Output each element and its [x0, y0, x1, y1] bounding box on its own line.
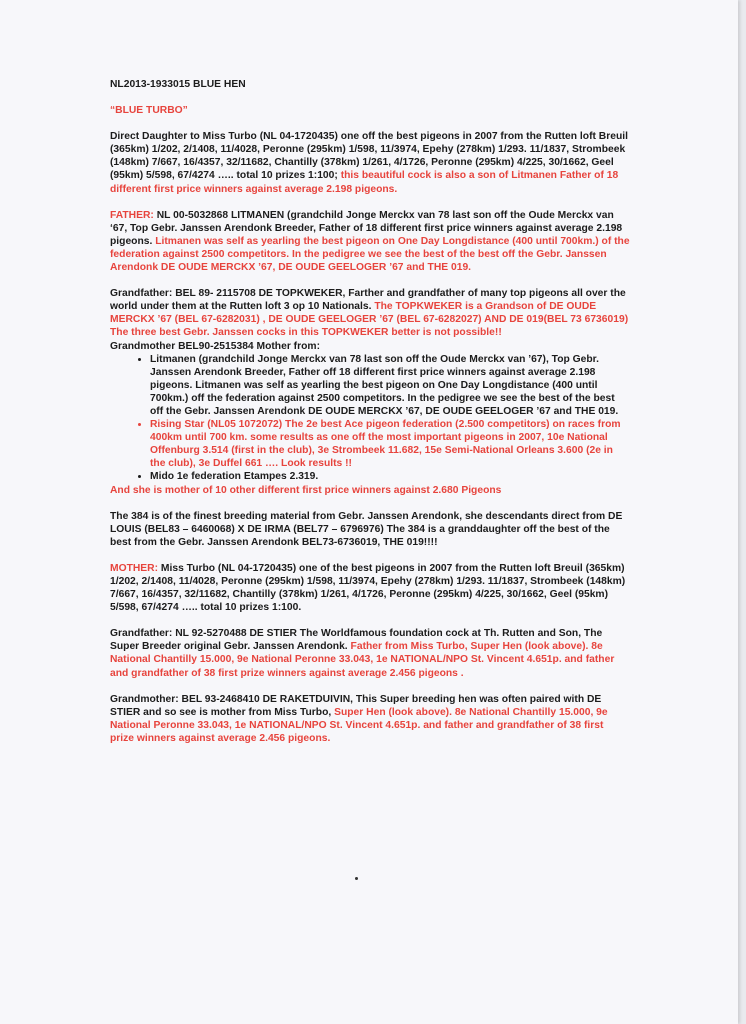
- intro-paragraph: [110, 130, 630, 195]
- mother-label: MOTHER:: [110, 562, 159, 574]
- intro-highlight: this beautiful cock is also a son of Litmanen Father of 18 different first price winners against average 2.198 pigeons.: [110, 170, 619, 195]
- grandfather1-paragraph: [110, 287, 630, 339]
- mother-paragraph: [110, 562, 630, 614]
- father-label: FATHER:: [110, 209, 154, 221]
- pedigree-text: [110, 78, 630, 758]
- grandfather1-highlight: The TOPKWEKER is a Grandson of DE OUDE MERCKX ’67 (BEL 67-6282031) , DE OUDE GEELOGER ’67 (BEL 67-6282027) AND DE 019(BEL 73 6736019) The three best Gebr. Janssen cocks in this TOPKWEKER better is not possible!!: [110, 301, 629, 339]
- father-text: NL 00-5032868 LITMANEN (grandchild Jonge Merckx van 78 last son off the Oude Merckx van ‘67, Top Gebr. Janssen Arendonk Breeder, Father of 18 different first price winners against average 2.198 pigeons.: [110, 209, 623, 247]
- list-item: • Rising Star (NL05 1072072) The 2e best Ace pigeon federation (2.500 competitors) on races from 400km until 700 km. some results as one off the most important pigeons in 2007, 10e National Offenburg 3.514 (first in the club), 3e Strombeek 11.682, 15e Semi-National Orleans 3.600 (2e in the club), 3e Duffel 661 …. Look results !!: [150, 418, 630, 470]
- grandmother1-summary: And she is mother of 10 other different first price winners against 2.680 Pigeons: [110, 484, 502, 496]
- grandmother2-highlight: Super Hen (look above). 8e National Chantilly 15.000, 9e National Peronne 33.043, 1e NATIONAL/NPO St. Vincent 4.651p. and father and grandfather of 38 first prize winners against average 2.456 pigeons.: [110, 706, 608, 744]
- note-384-paragraph: The 384 is of the finest breeding material from Gebr. Janssen Arendonk, she descendants direct from DE LOUIS (BEL83 – 6460068) X DE IRMA (BEL77 – 6796976) The 384 is a granddaughter off the best of the best from the Gebr. Janssen Arendonk BEL73-6736019, THE 019!!!!: [110, 510, 623, 548]
- mother-text: Miss Turbo (NL 04-1720435) one of the best pigeons in 2007 from the Rutten loft Breuil (365km) 1/202, 2/1408, 11/4028, Peronne (295km) 1/598, 11/3974, Epehy (278km) 1/293. 11/1837, Strombeek (148km) 7/667, 16/4357, 32/11682, Chantilly (378km) 1/261, 4/1726, Peronne (295km) 4/225, 30/1662, Geel (95km) 5/598, 67/4274 ….. total 10 prizes 1:100.: [110, 562, 626, 614]
- grandfather2-highlight: Father from Miss Turbo, Super Hen (look above). 8e National Chantilly 15.000, 9e National Peronne 33.043, 1e NATIONAL/NPO St. Vincent 4.651p. and father and grandfather of 38 first prize winners against average 2.456 pigeons .: [110, 641, 615, 679]
- grandfather1-text: Grandfather: BEL 89- 2115708 DE TOPKWEKER, Farther and grandfather of many top pigeons all over the world under them at the Rutten loft 3 op 10 Nationals.: [110, 288, 626, 313]
- pigeon-nickname: “BLUE TURBO”: [110, 105, 188, 117]
- father-paragraph: [110, 209, 630, 274]
- grandmother2-text: Grandmother: BEL 93-2468410 DE RAKETDUIVIN, This Super breeding hen was often paired with DE STIER and so see is mother from Miss Turbo,: [110, 693, 602, 718]
- pigeon-id-line: NL2013-1933015 BLUE HEN: [110, 79, 246, 90]
- grandfather2-paragraph: [110, 627, 630, 679]
- scan-speck: [355, 877, 358, 880]
- list-item: • Mido 1e federation Etampes 2.319.: [150, 470, 630, 483]
- grandmother1-offspring-list: [110, 353, 630, 484]
- grandmother2-paragraph: [110, 693, 630, 745]
- list-item: • Litmanen (grandchild Jonge Merckx van 78 last son off the Oude Merckx van ’67), Top Gebr. Janssen Arendonk Breeder, Father off 18 different first price winners against average 2.198 pigeons. Litmanen was self as yearling the best pigeon on One Day Longdistance (400 until 700km.) off the federation against 2500 competitors. In the pedigree we see the best of the best off the Gebr. Janssen Arendonk DE OUDE MERCKX ’67, DE OUDE GEELOGER ’67 and THE 019.: [150, 353, 630, 418]
- father-highlight: Litmanen was self as yearling the best pigeon on One Day Longdistance (400 until 700km.) of the federation against 2500 competitors. In the pedigree we see the best of the best off the Gebr. Janssen Arendonk DE OUDE MERCKX ’67, DE OUDE GEELOGER ’67 and THE 019.: [110, 235, 630, 274]
- intro-text: Direct Daughter to Miss Turbo (NL 04-1720435) one off the best pigeons in 2007 from the Rutten loft Breuil (365km) 1/202, 2/1408, 11/4028, Peronne (295km) 1/598, 11/3974, Epehy (278km) 1/293. 11/1837, Strombeek (148km) 7/667, 16/4357, 32/11682, Chantilly (378km) 1/261, 4/1726, Peronne (295km) 4/225, 30/1662, Geel (95km) 5/598, 67/4274 ….. total 10 prizes 1:100;: [110, 131, 628, 182]
- grandmother1-intro: Grandmother BEL90-2515384 Mother from:: [110, 340, 320, 352]
- grandfather2-text: Grandfather: NL 92-5270488 DE STIER The Worldfamous foundation cock at Th. Rutten and Son, The Super Breeder original Gebr. Janssen Arendonk.: [110, 628, 603, 653]
